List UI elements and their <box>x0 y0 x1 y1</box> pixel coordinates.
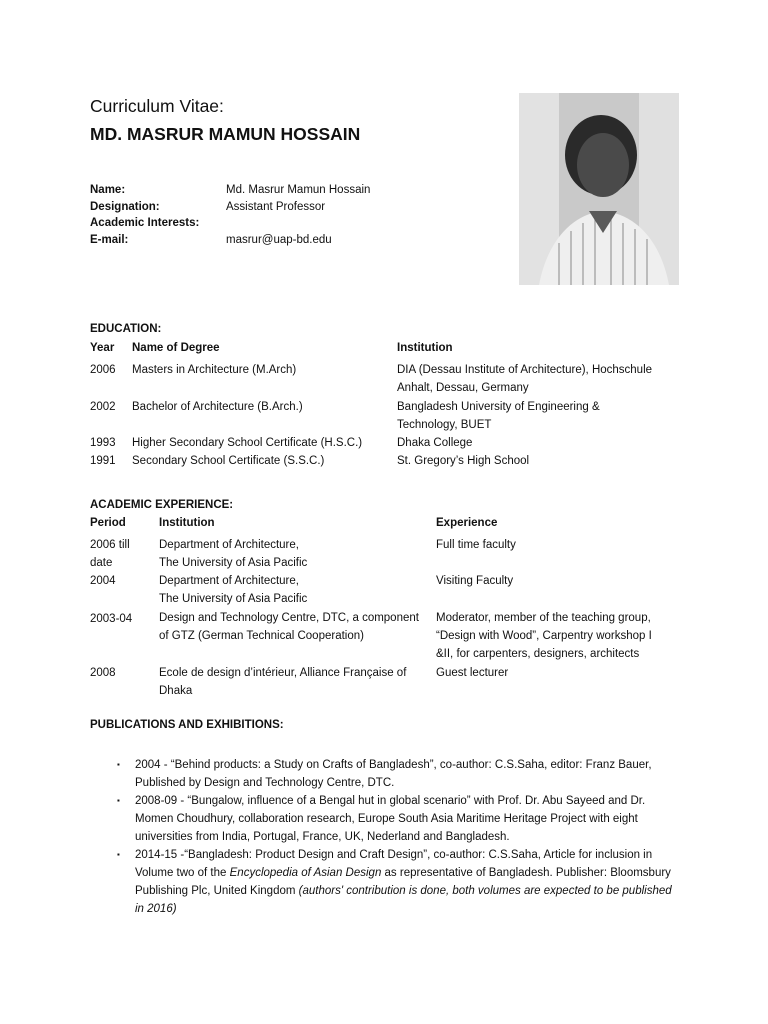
info-value-designation: Assistant Professor <box>226 201 326 213</box>
publication-text-line3: universities from India, Portugal, France, UK, Nederland and Bangladesh. <box>135 831 510 843</box>
publication-text-line1: 2014-15 -“Bangladesh: Product Design and Craft Design”, co-author: C.S.Saha, Article for inclusion in <box>135 849 653 861</box>
publication-note: (authors' contribution is done, both volumes are expected to be published <box>298 885 672 897</box>
experience-institution-line2: of GTZ (German Technical Cooperation) <box>159 630 364 642</box>
experience-institution-line1: Design and Technology Centre, DTC, a component <box>159 612 419 624</box>
experience-description-line1: Visiting Faculty <box>436 575 514 587</box>
education-col-year: Year <box>90 342 115 354</box>
education-institution-line1: DIA (Dessau Institute of Architecture), Hochschule <box>397 364 653 376</box>
person-name-heading: MD. MASRUR MAMUN HOSSAIN <box>90 124 361 144</box>
publication-text-line2c: as representative of Bangladesh. Publisher: Bloomsbury <box>381 867 671 879</box>
list-item <box>117 846 677 918</box>
education-institution-line1: St. Gregory’s High School <box>397 455 530 467</box>
experience-institution-line1: Ecole de design d’intérieur, Alliance Française of <box>159 667 407 679</box>
education-institution-line1: Bangladesh University of Engineering & <box>397 401 600 413</box>
publications-heading: PUBLICATIONS AND EXHIBITIONS: <box>90 719 284 731</box>
experience-col-experience: Experience <box>436 517 498 529</box>
education-year: 1993 <box>90 437 116 449</box>
education-year: 2006 <box>90 364 116 376</box>
experience-period-line2: date <box>90 557 113 569</box>
publication-text-line2: Published by Design and Technology Centre, DTC. <box>135 777 395 789</box>
info-value-name: Md. Masrur Mamun Hossain <box>226 184 371 196</box>
education-degree: Masters in Architecture (M.Arch) <box>132 364 297 376</box>
experience-institution-line2: Dhaka <box>159 685 193 697</box>
publication-text-line2a: Volume two of the <box>135 867 230 879</box>
info-label-email: E-mail: <box>90 234 129 246</box>
experience-description-line1: Moderator, member of the teaching group, <box>436 612 651 624</box>
publication-text-line1: 2004 - “Behind products: a Study on Crafts of Bangladesh”, co-author: C.S.Saha, editor: Franz Bauer, <box>135 759 652 771</box>
experience-institution-line1: Department of Architecture, <box>159 575 299 587</box>
square-bullet-icon: ▪ <box>117 850 120 859</box>
experience-period-line1: 2006 till <box>90 539 130 551</box>
education-year: 2002 <box>90 401 116 413</box>
info-value-email[interactable]: masrur@uap-bd.edu <box>226 234 332 246</box>
experience-institution-line1: Department of Architecture, <box>159 539 299 551</box>
education-institution-line2: Anhalt, Dessau, Germany <box>397 382 529 394</box>
experience-description-line3: &II, for carpenters, designers, architects <box>436 648 640 660</box>
experience-heading: ACADEMIC EXPERIENCE: <box>90 499 234 511</box>
education-degree: Secondary School Certificate (S.S.C.) <box>132 455 325 467</box>
info-label-academic-interests: Academic Interests: <box>90 217 200 229</box>
experience-period-line1: 2004 <box>90 575 116 587</box>
list-item <box>117 756 677 792</box>
experience-description-line1: Guest lecturer <box>436 667 509 679</box>
info-label-designation: Designation: <box>90 201 160 213</box>
experience-institution-line2: The University of Asia Pacific <box>159 593 308 605</box>
experience-description-line1: Full time faculty <box>436 539 516 551</box>
publication-text-line3a: Publishing Plc, United Kingdom <box>135 885 299 897</box>
education-col-institution: Institution <box>397 342 453 354</box>
publications-list <box>117 756 677 918</box>
experience-description-line2: “Design with Wood”, Carpentry workshop I <box>436 630 652 642</box>
publication-text-line2: Momen Choudhury, collaboration research, Europe South Asia Maritime Heritage Project with eight <box>135 813 638 825</box>
education-institution-line2: Technology, BUET <box>397 419 492 431</box>
square-bullet-icon: ▪ <box>117 760 120 769</box>
education-degree: Higher Secondary School Certificate (H.S.C.) <box>132 437 363 449</box>
education-col-degree: Name of Degree <box>132 342 220 354</box>
experience-institution-line2: The University of Asia Pacific <box>159 557 308 569</box>
publication-book-title: Encyclopedia of Asian Design <box>229 867 382 879</box>
experience-period-line1: 2008 <box>90 667 116 679</box>
list-item <box>117 792 677 846</box>
education-year: 1991 <box>90 455 116 467</box>
square-bullet-icon: ▪ <box>117 796 120 805</box>
publication-text-line1: 2008-09 - “Bungalow, influence of a Bengal hut in global scenario” with Prof. Dr. Abu Sayeed and Dr. <box>135 795 646 807</box>
experience-period-line1: 2003-04 <box>90 613 133 625</box>
education-institution-line1: Dhaka College <box>397 437 473 449</box>
publication-note-line2: in 2016) <box>135 903 177 915</box>
experience-col-period: Period <box>90 517 126 529</box>
profile-photo <box>519 93 679 285</box>
education-degree: Bachelor of Architecture (B.Arch.) <box>132 401 303 413</box>
document-title: Curriculum Vitae: <box>90 96 224 116</box>
experience-col-institution: Institution <box>159 517 215 529</box>
education-heading: EDUCATION: <box>90 323 162 335</box>
info-label-name: Name: <box>90 184 126 196</box>
